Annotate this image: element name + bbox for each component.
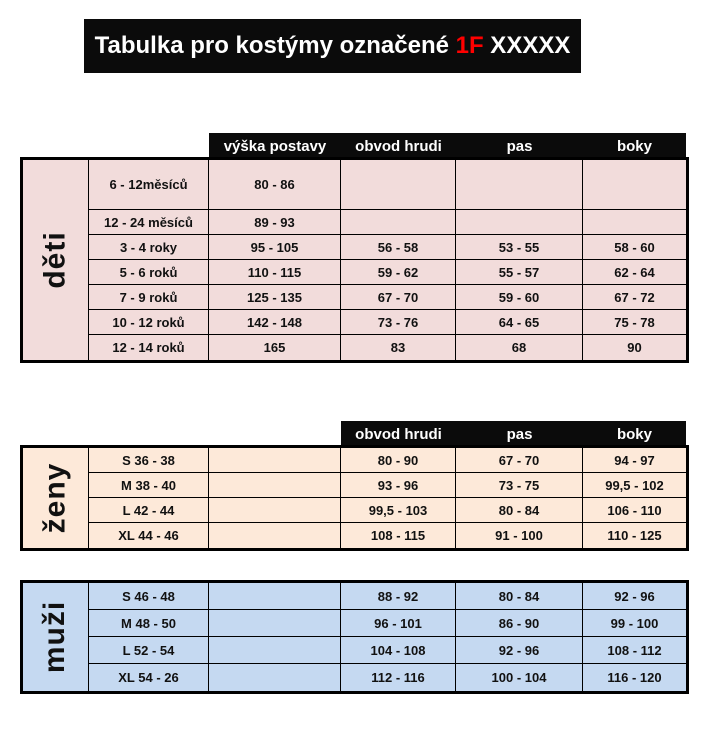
men-group-label-text: muži xyxy=(38,600,72,674)
column-header-pas: pas xyxy=(506,426,533,443)
measurement-cell: 80 - 84 xyxy=(456,583,583,610)
size-label-cell: L 42 - 44 xyxy=(89,498,209,523)
measurement-cell: 59 - 62 xyxy=(341,260,456,285)
measurement-cell: 125 - 135 xyxy=(209,285,341,310)
measurement-cell: 110 - 115 xyxy=(209,260,341,285)
column-header-vyska-postavy: výška postavy xyxy=(223,138,327,155)
measurement-cell xyxy=(583,210,686,235)
children-group-label xyxy=(23,160,89,360)
measurement-cell: 104 - 108 xyxy=(341,637,456,664)
measurement-cell: 165 xyxy=(209,335,341,360)
page-title-highlight: 1F xyxy=(455,32,484,59)
measurement-cell: 88 - 92 xyxy=(341,583,456,610)
page-title-prefix: Tabulka pro kostýmy označené xyxy=(94,32,456,59)
column-header-boky: boky xyxy=(616,426,652,443)
size-label-cell: L 52 - 54 xyxy=(89,637,209,664)
measurement-cell: 68 xyxy=(456,335,583,360)
women-group-label-text: ženy xyxy=(38,462,72,534)
measurement-cell: 116 - 120 xyxy=(607,670,662,685)
column-header-obvod-hrudi: obvod hrudi xyxy=(355,138,442,155)
measurement-cell xyxy=(456,210,583,235)
measurement-cell: 110 - 125 xyxy=(607,528,662,543)
page-title xyxy=(84,19,581,73)
measurement-cell: 93 - 96 xyxy=(341,473,456,498)
column-header-boky: boky xyxy=(616,138,652,155)
size-label-cell: 6 - 12měsíců xyxy=(89,160,209,210)
column-header-pas: pas xyxy=(506,138,533,155)
measurement-cell xyxy=(456,160,583,210)
measurement-cell: 67 - 72 xyxy=(583,285,686,310)
measurement-cell: 90 xyxy=(627,340,642,355)
measurement-cell xyxy=(209,610,341,637)
measurement-cell: 80 - 90 xyxy=(341,448,456,473)
measurement-cell: 86 - 90 xyxy=(456,610,583,637)
men-group-label xyxy=(23,583,89,691)
measurement-cell: 73 - 76 xyxy=(341,310,456,335)
size-label-cell: 10 - 12 roků xyxy=(89,310,209,335)
size-label-cell: S 46 - 48 xyxy=(89,583,209,610)
measurement-cell: 92 - 96 xyxy=(583,583,686,610)
measurement-cell: 53 - 55 xyxy=(456,235,583,260)
measurement-cell: 58 - 60 xyxy=(583,235,686,260)
size-label-cell: M 48 - 50 xyxy=(89,610,209,637)
measurement-cell: 73 - 75 xyxy=(456,473,583,498)
size-label-cell: S 36 - 38 xyxy=(89,448,209,473)
measurement-cell: 67 - 70 xyxy=(456,448,583,473)
children-column-header xyxy=(209,133,686,160)
measurement-cell: 80 - 86 xyxy=(209,160,341,210)
measurement-cell: 108 - 112 xyxy=(583,637,686,664)
size-label-cell: XL 44 - 46 xyxy=(89,523,209,548)
size-label-cell: 5 - 6 roků xyxy=(89,260,209,285)
measurement-cell: 62 - 64 xyxy=(583,260,686,285)
measurement-cell: 96 - 101 xyxy=(341,610,456,637)
measurement-cell: 95 - 105 xyxy=(209,235,341,260)
measurement-cell xyxy=(209,664,341,691)
size-label-cell: 12 - 14 roků xyxy=(89,335,209,360)
measurement-cell xyxy=(209,498,341,523)
measurement-cell xyxy=(341,210,456,235)
measurement-cell: 106 - 110 xyxy=(583,498,686,523)
measurement-cell: 55 - 57 xyxy=(456,260,583,285)
page-title-suffix: XXXXX xyxy=(483,32,571,59)
measurement-cell: 91 - 100 xyxy=(456,523,583,548)
women-size-table xyxy=(20,445,689,551)
children-size-table xyxy=(20,157,689,363)
measurement-cell xyxy=(209,473,341,498)
men-size-table xyxy=(20,580,689,694)
measurement-cell xyxy=(583,160,686,210)
measurement-cell: 142 - 148 xyxy=(209,310,341,335)
measurement-cell: 108 - 115 xyxy=(341,523,456,548)
women-column-header xyxy=(341,421,686,448)
measurement-cell: 67 - 70 xyxy=(341,285,456,310)
measurement-cell: 64 - 65 xyxy=(456,310,583,335)
measurement-cell: 59 - 60 xyxy=(456,285,583,310)
women-group-label xyxy=(23,448,89,548)
measurement-cell: 92 - 96 xyxy=(456,637,583,664)
measurement-cell: 80 - 84 xyxy=(456,498,583,523)
size-label-cell: 7 - 9 roků xyxy=(89,285,209,310)
measurement-cell: 99,5 - 103 xyxy=(341,498,456,523)
measurement-cell: 94 - 97 xyxy=(583,448,686,473)
size-label-cell: 12 - 24 měsíců xyxy=(89,210,209,235)
measurement-cell: 112 - 116 xyxy=(341,664,456,691)
children-group-label-text: děti xyxy=(38,231,72,289)
measurement-cell xyxy=(209,637,341,664)
measurement-cell: 75 - 78 xyxy=(583,310,686,335)
size-label-cell: XL 54 - 26 xyxy=(89,664,209,691)
measurement-cell xyxy=(209,583,341,610)
measurement-cell: 89 - 93 xyxy=(209,210,341,235)
measurement-cell xyxy=(209,448,341,473)
column-header-obvod-hrudi: obvod hrudi xyxy=(355,426,442,443)
measurement-cell: 99 - 100 xyxy=(583,610,686,637)
measurement-cell xyxy=(341,160,456,210)
measurement-cell: 99,5 - 102 xyxy=(583,473,686,498)
measurement-cell: 100 - 104 xyxy=(456,664,583,691)
measurement-cell: 56 - 58 xyxy=(341,235,456,260)
measurement-cell xyxy=(209,523,341,548)
measurement-cell: 83 xyxy=(341,335,456,360)
size-label-cell: M 38 - 40 xyxy=(89,473,209,498)
size-label-cell: 3 - 4 roky xyxy=(89,235,209,260)
